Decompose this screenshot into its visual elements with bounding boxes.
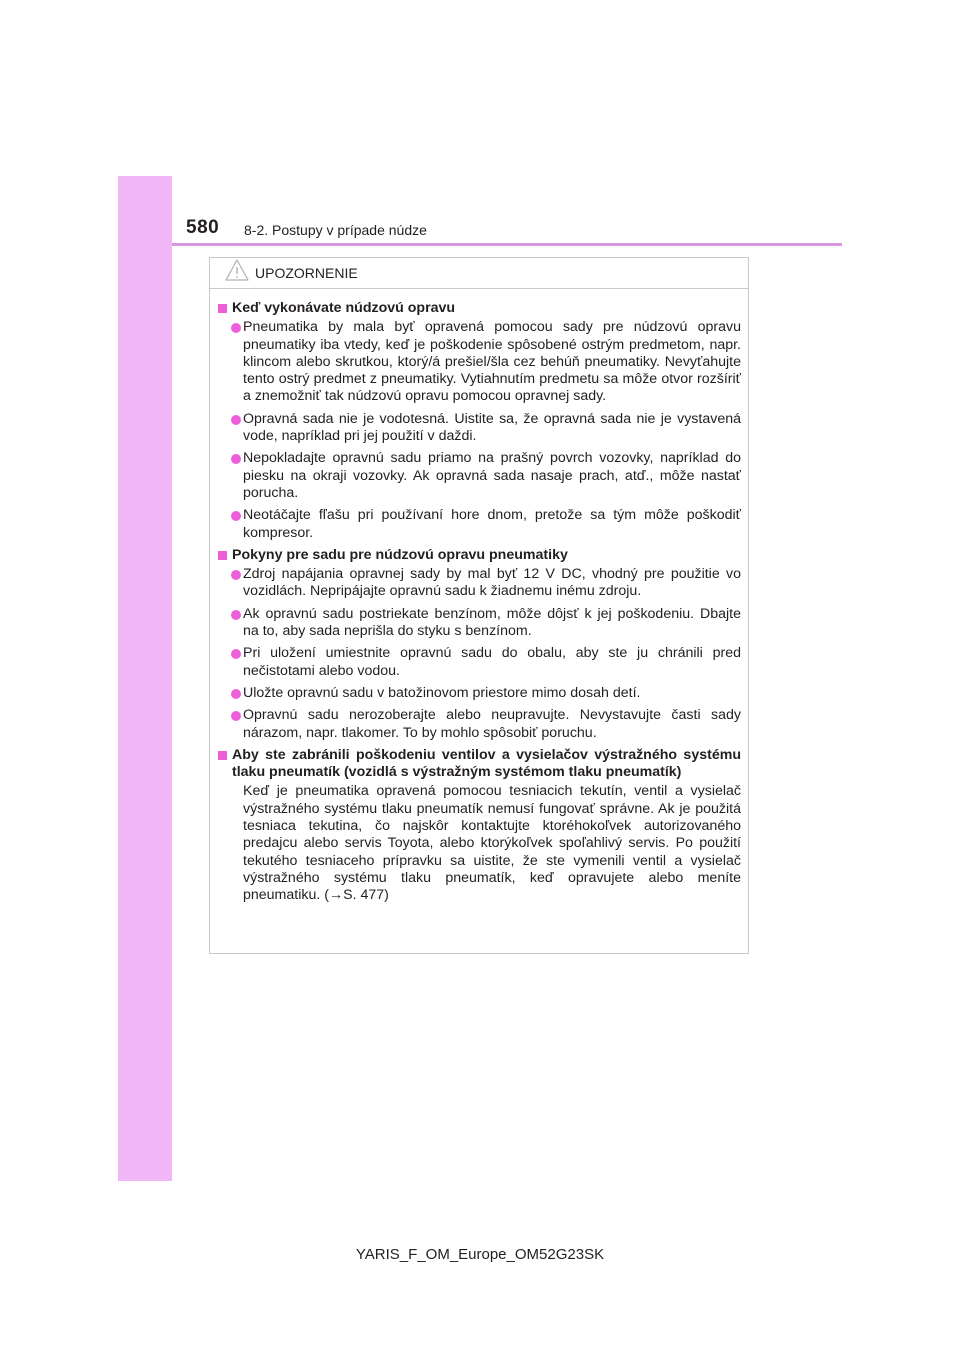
list-item bbox=[217, 707, 741, 742]
list-item bbox=[217, 566, 741, 601]
page-number: 580 bbox=[186, 217, 220, 238]
warning-title: UPOZORNENIE bbox=[255, 265, 358, 281]
list-item-text: Nepokladajte opravnú sadu priamo na prašný povrch vozovky, napríklad do piesku na okraji vozovky. Ak opravná sada nasaje prach, atď., môže nastať porucha. bbox=[243, 450, 741, 501]
list-item-text: Pneumatika by mala byť opravená pomocou sady pre núdzovú opravu pneumatiky iba vtedy, keď je poškodenie spôsobené ostrým predmetom, napr. klincom alebo skrutkou, ktorý/á prešiel/šla cez behúň pneumatiky. Nevyťahujte tento ostrý predmet z pneumatiky. Vytiahnutím predmetu sa môže otvor rozšíriť a znemožniť tak núdzovú opravu pomocou opravnej sady. bbox=[243, 319, 741, 405]
square-bullet-icon bbox=[218, 304, 227, 313]
section-heading bbox=[217, 300, 741, 317]
bullet-dot-icon bbox=[231, 454, 241, 464]
section-heading-text: Pokyny pre sadu pre núdzovú opravu pneumatiky bbox=[232, 546, 568, 563]
list-item bbox=[217, 685, 741, 702]
list-item-text: Opravnú sadu nerozoberajte alebo neupravujte. Nevystavujte časti sady nárazom, napr. tlakomer. To by mohlo spôsobiť poruchu. bbox=[243, 707, 741, 741]
bullet-dot-icon bbox=[231, 711, 241, 721]
chapter-sidebar-tab bbox=[118, 176, 172, 1181]
bullet-dot-icon bbox=[231, 610, 241, 620]
warning-header bbox=[210, 258, 748, 289]
warning-box bbox=[209, 257, 749, 954]
list-item-text: Uložte opravnú sadu v batožinovom priestore mimo dosah detí. bbox=[243, 684, 641, 701]
list-item bbox=[217, 606, 741, 641]
section-heading bbox=[217, 747, 741, 782]
bullet-dot-icon bbox=[231, 570, 241, 580]
list-item bbox=[217, 645, 741, 680]
warning-triangle-icon bbox=[225, 258, 249, 287]
section-heading-text: Keď vykonávate núdzovú opravu bbox=[232, 300, 456, 316]
list-item-text: Pri uložení umiestnite opravnú sadu do obalu, aby ste ju chránili pred nečistotami alebo vodou. bbox=[243, 645, 741, 679]
warning-body bbox=[210, 289, 748, 905]
footer-doc-code: YARIS_F_OM_Europe_OM52G23SK bbox=[355, 1246, 605, 1263]
bullet-dot-icon bbox=[231, 689, 241, 699]
list-item-text: Ak opravnú sadu postriekate benzínom, môže dôjsť k jej poškodeniu. Dbajte na to, aby sada neprišla do styku s benzínom. bbox=[243, 605, 741, 640]
bullet-dot-icon bbox=[231, 323, 241, 333]
bullet-dot-icon bbox=[231, 415, 241, 425]
list-item bbox=[217, 507, 741, 542]
section-heading bbox=[217, 547, 741, 564]
list-item-text: Zdroj napájania opravnej sady by mal byť 12 V DC, vhodný pre použitie vo vozidlách. Nepripájajte opravnú sadu k žiadnemu inému zdroju. bbox=[243, 566, 741, 600]
list-item bbox=[217, 411, 741, 446]
section-paragraph: Keď je pneumatika opravená pomocou tesniacich tekutín, ventil a vysielač výstražného systému tlaku pneumatík nemusí fungovať správne. Ak je použitá tesniaca tekutina, čo najskôr kontaktujte ktoréhokoľvek autorizovaného predajcu alebo servis Toyota, alebo ktorýkoľvek spoľahlivý servis. Po použití tekutého tesniaceho prípravku sa uistite, že ste vymenili ventil a vysielač výstražného systému tlaku pneumatík, keď opravujete alebo meníte pneumatiku. (→S. 477) bbox=[243, 783, 741, 904]
list-item-text: Opravná sada nie je vodotesná. Uistite sa, že opravná sada nie je vystavená vode, napríklad pri jej použití v daždi. bbox=[243, 410, 741, 445]
square-bullet-icon bbox=[218, 751, 227, 760]
bullet-dot-icon bbox=[231, 511, 241, 521]
list-item-text: Neotáčajte fľašu pri používaní hore dnom, pretože sa tým môže poškodiť kompresor. bbox=[243, 507, 741, 541]
header-rule bbox=[172, 243, 842, 246]
section-heading-text: Aby ste zabránili poškodeniu ventilov a vysielačov výstražného systému tlaku pneumatík (vozidlá s výstražným systémom tlaku pneumatík) bbox=[232, 746, 741, 781]
square-bullet-icon bbox=[218, 551, 227, 560]
bullet-dot-icon bbox=[231, 649, 241, 659]
list-item bbox=[217, 450, 741, 502]
list-item bbox=[217, 319, 741, 405]
section-title: 8-2. Postupy v prípade núdze bbox=[244, 222, 427, 238]
